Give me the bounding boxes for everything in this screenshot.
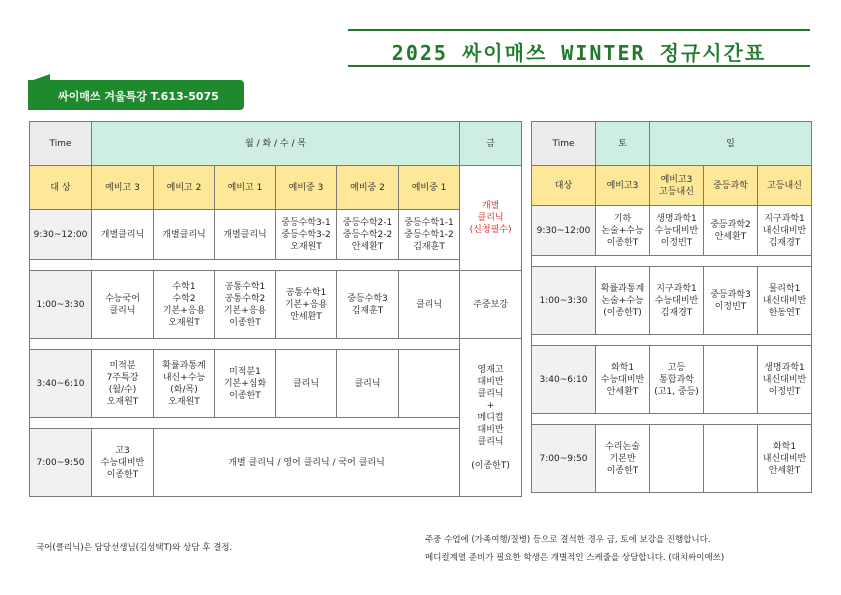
header-time: Time — [30, 122, 92, 166]
header-level: 대 상 — [30, 166, 92, 210]
level-cell: 예비중 1 — [399, 166, 460, 210]
class-cell — [704, 346, 758, 414]
academy-badge — [28, 80, 244, 110]
class-cell: 물리학1 내신대비반 한동연T — [758, 267, 812, 335]
class-cell: 생명과학1 내신대비반 이정빈T — [758, 346, 812, 414]
header-friday: 금 — [460, 122, 522, 166]
time-cell: 9:30~12:00 — [532, 206, 596, 256]
level-cell: 예비고 1 — [215, 166, 276, 210]
class-cell: 개별클리닉 — [92, 210, 154, 260]
weekend-timetable — [531, 121, 812, 493]
title-block — [348, 29, 810, 69]
friday-makeup-cell: 주중보강 — [460, 271, 522, 339]
header-time: Time — [532, 122, 596, 166]
badge-corner — [28, 74, 50, 82]
class-cell: 중등수학2-1 중등수학2-2 안세환T — [337, 210, 399, 260]
academy-badge-text: 싸이매쓰 겨울특강 T.613-5075 — [58, 90, 219, 103]
class-cell: 클리닉 — [276, 350, 337, 418]
level-cell: 중등과학 — [704, 166, 758, 206]
row-gap — [30, 260, 460, 271]
header-weekdays: 월 / 화 / 수 / 목 — [92, 122, 460, 166]
header-saturday: 토 — [596, 122, 650, 166]
class-cell: 수리논술 기본반 이종한T — [596, 425, 650, 493]
header-sunday: 일 — [650, 122, 812, 166]
level-cell: 고등내신 — [758, 166, 812, 206]
level-cell: 예비중 2 — [337, 166, 399, 210]
title-bottom-rule — [348, 65, 810, 67]
makeup-note: 주중 수업에 (가족여행/질병) 등으로 결석한 경우 금, 토에 보강을 진행합니다. — [425, 535, 711, 545]
class-cell: 미적분1 기본+심화 이종한T — [215, 350, 276, 418]
page-title: 2025 싸이매쓰 WINTER 정규시간표 — [391, 41, 767, 65]
row-gap — [532, 414, 812, 425]
time-cell: 3:40~6:10 — [532, 346, 596, 414]
time-cell: 9:30~12:00 — [30, 210, 92, 260]
class-cell — [399, 350, 460, 418]
korean-clinic-note: 국어(클리닉)은 담당선생님(김성택T)와 상담 후 결정. — [36, 543, 233, 553]
header-level: 대상 — [532, 166, 596, 206]
class-cell: 공통수학1 기본+응용 안세환T — [276, 271, 337, 339]
class-cell: 생명과학1 수능대비반 이정빈T — [650, 206, 704, 256]
row-gap — [30, 418, 460, 429]
clinic-merged-cell: 개별 클리닉 / 영어 클리닉 / 국어 클리닉 — [154, 429, 460, 497]
class-cell: 수학1 수학2 기본+응용 오재원T — [154, 271, 215, 339]
class-cell: 중등과학2 안세환T — [704, 206, 758, 256]
medical-note: 메디컬계열 준비가 필요한 학생은 개별적인 스케줄을 상담합니다. (대치싸이매쓰) — [425, 553, 725, 563]
time-cell: 1:00~3:30 — [532, 267, 596, 335]
time-cell: 1:00~3:30 — [30, 271, 92, 339]
class-cell: 기하 논술+수능 이종한T — [596, 206, 650, 256]
class-cell: 고3 수능대비반 이종한T — [92, 429, 154, 497]
class-cell: 확률과통계 내신+수능 (화/목) 오재원T — [154, 350, 215, 418]
row-gap — [532, 256, 812, 267]
friday-evening-cell: 영재고 대비반 클리닉 + 메디컬 대비반 클리닉 (이종한T) — [460, 339, 522, 497]
title-top-rule — [348, 29, 810, 31]
class-cell: 클리닉 — [337, 350, 399, 418]
friday-morning-cell: 개별 클리닉 (신청필수) — [460, 166, 522, 271]
class-cell: 지구과학1 수능대비반 김재경T — [650, 267, 704, 335]
class-cell: 고등 통합과학 (고1, 중등) — [650, 346, 704, 414]
class-cell: 화학1 내신대비반 안세환T — [758, 425, 812, 493]
level-cell: 예비중 3 — [276, 166, 337, 210]
class-cell: 공통수학1 공통수학2 기본+응용 이종한T — [215, 271, 276, 339]
class-cell: 중등수학3-1 중등수학3-2 오재원T — [276, 210, 337, 260]
row-gap — [30, 339, 460, 350]
class-cell: 중등수학3 김재훈T — [337, 271, 399, 339]
time-cell: 3:40~6:10 — [30, 350, 92, 418]
class-cell: 개별클리닉 — [215, 210, 276, 260]
level-cell: 예비고3 — [596, 166, 650, 206]
row-gap — [532, 335, 812, 346]
class-cell — [704, 425, 758, 493]
class-cell: 미적분 7주특강 (월/수) 오재원T — [92, 350, 154, 418]
level-cell: 예비고 2 — [154, 166, 215, 210]
class-cell — [650, 425, 704, 493]
class-cell: 개별클리닉 — [154, 210, 215, 260]
class-cell: 화학1 수능대비반 안세환T — [596, 346, 650, 414]
weekday-timetable — [29, 121, 522, 497]
class-cell: 수능국어 클리닉 — [92, 271, 154, 339]
class-cell: 지구과학1 내신대비반 김재경T — [758, 206, 812, 256]
level-cell: 예비고 3 — [92, 166, 154, 210]
time-cell: 7:00~9:50 — [532, 425, 596, 493]
class-cell: 확률과통계 논술+수능 (이종한T) — [596, 267, 650, 335]
time-cell: 7:00~9:50 — [30, 429, 92, 497]
class-cell: 클리닉 — [399, 271, 460, 339]
class-cell: 중등수학1-1 중등수학1-2 김재훈T — [399, 210, 460, 260]
class-cell: 중등과학3 이정빈T — [704, 267, 758, 335]
level-cell: 예비고3 고등내신 — [650, 166, 704, 206]
